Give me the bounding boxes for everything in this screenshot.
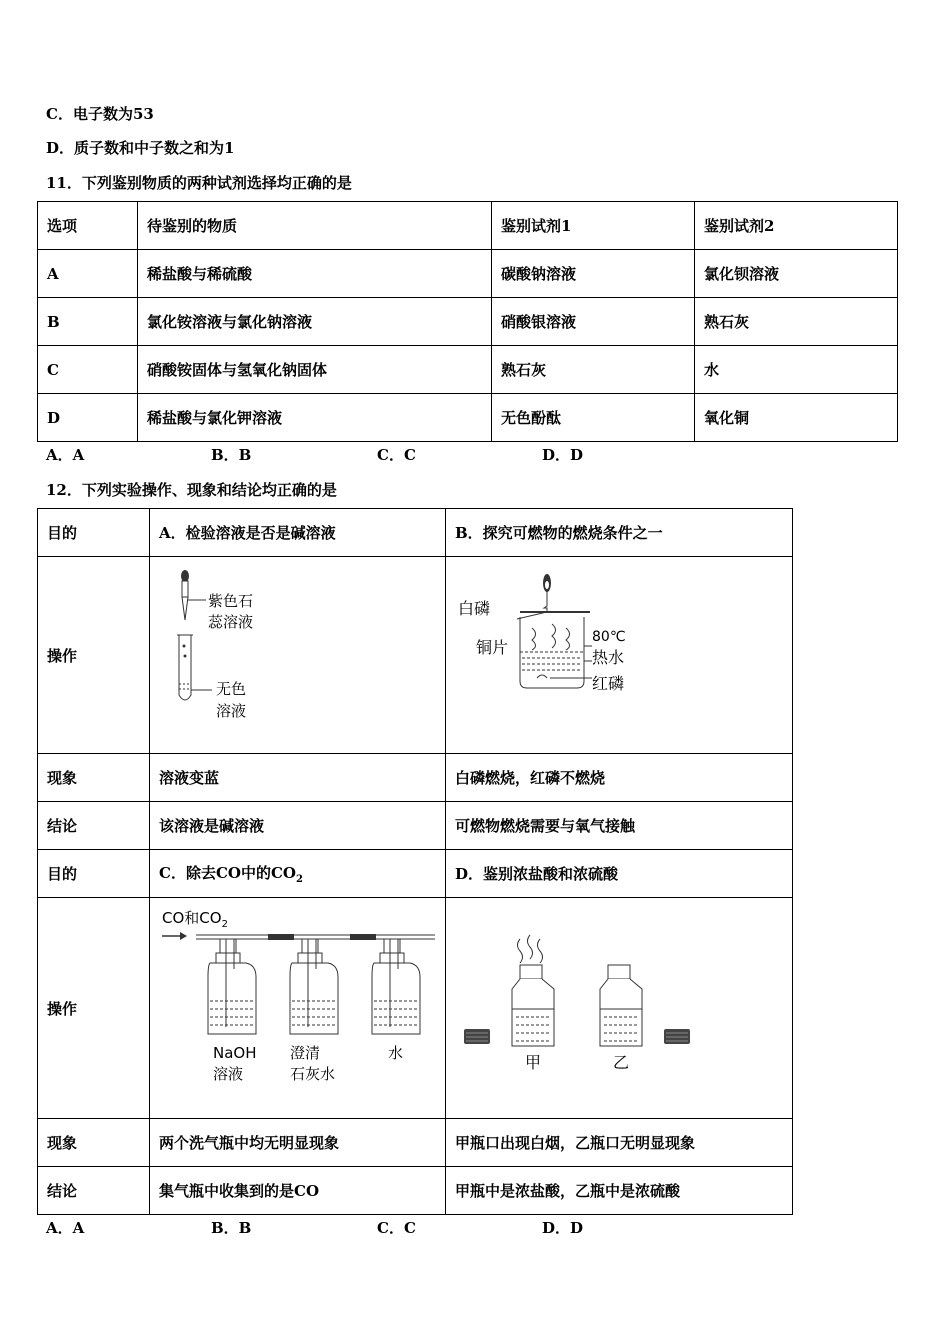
table-row [38,557,793,754]
table-cell: 氯化钡溶液 [695,250,898,298]
dropper-label-1: 紫色石 [208,591,254,610]
option-a-purpose: A．检验溶液是否是碱溶液 [150,509,446,557]
table-row [38,850,793,898]
washing-bottle-limewater [290,939,338,1034]
row-label: 结论 [38,1167,150,1215]
option-c-conclusion: 集气瓶中收集到的是CO [150,1167,446,1215]
table-cell: 无色酚酞 [492,394,695,442]
table-row [38,1167,793,1215]
table-row [38,250,898,298]
gas-inlet-label [162,909,228,930]
q11-table [37,201,898,442]
table-cell: 硝酸铵固体与氢氧化钠固体 [138,346,492,394]
washing-bottle-water [372,939,420,1034]
q12-choice-a[interactable]: A．A [46,1219,85,1237]
table-cell: C [38,346,138,394]
gas-washing-bottles-figure [150,899,445,1118]
subscript: 2 [221,918,228,930]
option-b-figure-cell [446,557,793,754]
white-phosphorus-label: 白磷 [458,598,491,618]
bottle-yi-label: 乙 [613,1052,630,1072]
q11-choice-a[interactable]: A．A [46,446,85,464]
test-tube-icon [177,635,212,700]
red-phosphorus-label: 红磷 [592,673,625,693]
q10-option-d: D．质子数和中子数之和为1 [46,139,235,157]
dropper-label-2: 蕊溶液 [208,612,254,631]
bottle-jia-label: 甲 [525,1052,542,1072]
table-header-row [38,202,898,250]
table-row [38,1119,793,1167]
option-c-purpose [150,850,446,898]
table-cell: 稀盐酸与稀硫酸 [138,250,492,298]
option-c-phenomenon: 两个洗气瓶中均无明显现象 [150,1119,446,1167]
q10-option-c: C．电子数为53 [46,105,154,123]
row-label: 目的 [38,850,150,898]
table-row [38,346,898,394]
beaker-icon [517,586,592,688]
copper-sheet-label: 铜片 [476,637,509,657]
q12-choice-b[interactable]: B．B [211,1219,252,1237]
table-cell: 熟石灰 [492,346,695,394]
temperature-label: 80℃ [592,628,626,645]
beaker-phosphorus-figure [446,558,792,753]
naoh-label-2: 溶液 [213,1064,244,1083]
q12-choice-c[interactable]: C．C [377,1219,416,1237]
table-cell: B [38,298,138,346]
bottle-yi [600,965,642,1046]
header-cell: 鉴别试剂1 [492,202,695,250]
option-b-phenomenon: 白磷燃烧，红磷不燃烧 [446,754,793,802]
option-a-phenomenon: 溶液变蓝 [150,754,446,802]
table-row [38,898,793,1119]
water-label: 水 [388,1043,404,1062]
option-d-purpose: D．鉴别浓盐酸和浓硫酸 [446,850,793,898]
option-b-purpose: B．探究可燃物的燃烧条件之一 [446,509,793,557]
option-c-purpose-text: C．除去CO中的CO [159,864,296,882]
q11-choice-c[interactable]: C．C [377,446,416,464]
table-cell: 氯化铵溶液与氯化钠溶液 [138,298,492,346]
row-label: 现象 [38,754,150,802]
q11-stem: 11．下列鉴别物质的两种试剂选择均正确的是 [46,174,352,192]
row-label: 目的 [38,509,150,557]
option-d-conclusion: 甲瓶中是浓盐酸，乙瓶中是浓硫酸 [446,1167,793,1215]
q11-choice-b[interactable]: B．B [211,446,252,464]
dropper-test-tube-figure [150,558,445,753]
option-d-phenomenon: 甲瓶口出现白烟，乙瓶口无明显现象 [446,1119,793,1167]
q12-table [37,508,793,1215]
table-cell: 氧化铜 [695,394,898,442]
option-d-figure-cell [446,898,793,1119]
stopper-right-icon [664,1029,690,1044]
tube-label-2: 溶液 [216,701,247,720]
table-cell: 稀盐酸与氯化钾溶液 [138,394,492,442]
option-b-conclusion: 可燃物燃烧需要与氧气接触 [446,802,793,850]
white-smoke-icon [518,935,543,963]
washing-bottle-naoh [208,939,256,1034]
bottle-jia [512,965,554,1046]
gas-inlet-text: CO和CO [162,908,222,927]
row-label: 现象 [38,1119,150,1167]
q12-stem: 12．下列实验操作、现象和结论均正确的是 [46,481,337,499]
table-cell: 水 [695,346,898,394]
limewater-label-1: 澄清 [290,1043,321,1062]
table-cell: D [38,394,138,442]
header-cell: 待鉴别的物质 [138,202,492,250]
q11-choice-d[interactable]: D．D [542,446,584,464]
table-row [38,754,793,802]
naoh-label-1: NaOH [213,1043,257,1062]
table-cell: 碳酸钠溶液 [492,250,695,298]
hot-water-label: 热水 [592,647,625,667]
table-cell: 硝酸银溶液 [492,298,695,346]
q12-choice-d[interactable]: D．D [542,1219,584,1237]
table-cell: 熟石灰 [695,298,898,346]
header-cell: 选项 [38,202,138,250]
table-cell: A [38,250,138,298]
row-label: 操作 [38,898,150,1119]
arrow-right-icon [162,932,187,940]
table-row [38,394,898,442]
option-a-figure-cell [150,557,446,754]
row-label: 操作 [38,557,150,754]
option-c-figure-cell [150,898,446,1119]
flame-icon [543,574,551,592]
dropper-icon [181,570,206,620]
option-a-conclusion: 该溶液是碱溶液 [150,802,446,850]
table-row [38,802,793,850]
subscript: 2 [295,874,303,885]
table-row [38,509,793,557]
acid-bottles-figure [446,899,792,1118]
limewater-label-2: 石灰水 [290,1064,336,1083]
table-row [38,298,898,346]
header-cell: 鉴别试剂2 [695,202,898,250]
tube-label-1: 无色 [216,679,247,698]
stopper-left-icon [464,1029,490,1044]
row-label: 结论 [38,802,150,850]
